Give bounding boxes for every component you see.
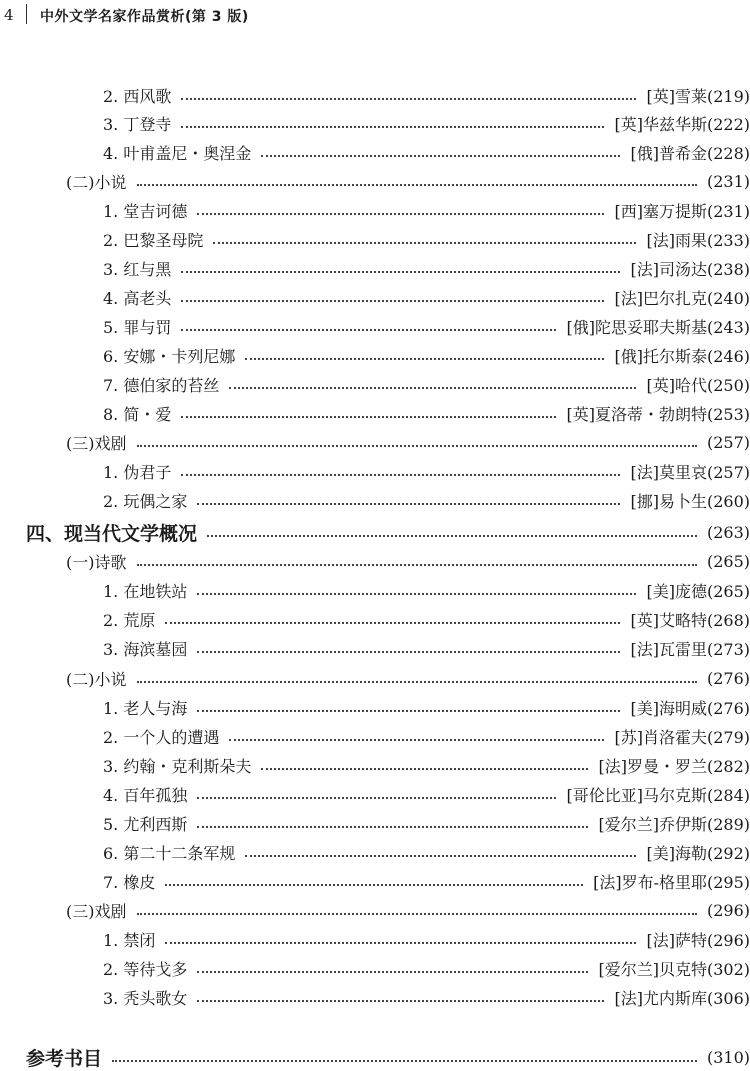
- dot-leader: [229, 387, 636, 389]
- toc-subsection-title: (三)戏剧: [66, 433, 127, 453]
- dot-leader: [197, 971, 588, 973]
- toc-entry[interactable]: [103, 926, 750, 952]
- toc-entry-page: [俄]普希金(228): [630, 143, 750, 163]
- toc-entry-title: 4. 叶甫盖尼・奥涅金: [103, 143, 252, 163]
- toc-subsection[interactable]: [66, 548, 750, 574]
- toc-subsection-title: (一)诗歌: [66, 552, 127, 572]
- toc-entry[interactable]: [103, 606, 750, 632]
- toc-entry-page: [哥伦比亚]马尔克斯(284): [566, 785, 750, 805]
- toc-entry[interactable]: [103, 371, 750, 397]
- toc-entry[interactable]: [103, 694, 750, 720]
- toc-entry[interactable]: [103, 226, 750, 252]
- dot-leader: [137, 445, 697, 447]
- toc-section-heading[interactable]: [26, 1044, 750, 1070]
- dot-leader: [261, 768, 588, 770]
- dot-leader: [137, 184, 697, 186]
- toc-subsection-page: (276): [706, 668, 750, 688]
- toc-entry-title: 3. 约翰・克利斯朵夫: [103, 756, 252, 776]
- toc-entry-page: [法]巴尔扎克(240): [614, 288, 750, 308]
- toc-entry-title: 3. 海滨墓园: [103, 639, 188, 659]
- toc-section-page: (263): [706, 522, 750, 542]
- toc-entry-title: 2. 巴黎圣母院: [103, 230, 204, 250]
- toc-entry[interactable]: [103, 810, 750, 836]
- toc-entry-page: [英]华兹华斯(222): [614, 114, 750, 134]
- toc-entry-title: 5. 尤利西斯: [103, 814, 188, 834]
- dot-leader: [137, 681, 697, 683]
- toc-entry-page: [法]莫里哀(257): [630, 462, 750, 482]
- dot-leader: [197, 826, 588, 828]
- toc-subsection[interactable]: [66, 429, 750, 455]
- toc-entry-page: [俄]陀思妥耶夫斯基(243): [566, 317, 750, 337]
- toc-entry[interactable]: [103, 255, 750, 281]
- toc-subsection[interactable]: [66, 897, 750, 923]
- toc-entry[interactable]: [103, 139, 750, 165]
- toc-subsection[interactable]: [66, 168, 750, 194]
- toc-entry-page: [英]哈代(250): [646, 375, 750, 395]
- dot-leader: [181, 98, 636, 100]
- dot-leader: [165, 622, 620, 624]
- toc-section-heading[interactable]: [26, 519, 750, 545]
- dot-leader: [245, 855, 636, 857]
- toc-entry-title: 3. 丁登寺: [103, 114, 172, 134]
- dot-leader: [181, 474, 620, 476]
- dot-leader: [197, 651, 620, 653]
- dot-leader: [181, 416, 556, 418]
- page-number: 4: [4, 6, 14, 24]
- dot-leader: [181, 126, 604, 128]
- toc-entry[interactable]: [103, 458, 750, 484]
- toc-entry-title: 7. 德伯家的苔丝: [103, 375, 220, 395]
- toc-entry-title: 2. 西风歌: [103, 86, 172, 106]
- toc-entry-page: [挪]易卜生(260): [630, 491, 750, 511]
- dot-leader: [181, 271, 620, 273]
- toc-entry-title: 4. 高老头: [103, 288, 172, 308]
- toc-entry-page: [法]瓦雷里(273): [630, 639, 750, 659]
- toc-entry[interactable]: [103, 82, 750, 108]
- dot-leader: [137, 564, 697, 566]
- toc-entry-page: [英]夏洛蒂・勃朗特(253): [566, 404, 750, 424]
- toc-entry-page: [美]庞德(265): [646, 581, 750, 601]
- toc-section-title: 四、现当代文学概况: [26, 522, 198, 545]
- toc-entry[interactable]: [103, 635, 750, 661]
- toc-entry-page: [法]雨果(233): [646, 230, 750, 250]
- dot-leader: [197, 593, 636, 595]
- toc-entry-page: [美]海明威(276): [630, 698, 750, 718]
- toc-entry-page: [法]尤内斯库(306): [614, 988, 750, 1008]
- toc-entry[interactable]: [103, 752, 750, 778]
- toc-subsection[interactable]: [66, 665, 750, 691]
- toc-entry-page: [英]艾略特(268): [630, 610, 750, 630]
- toc-subsection-title: (二)小说: [66, 669, 127, 689]
- toc-entry[interactable]: [103, 868, 750, 894]
- dot-leader: [112, 1060, 697, 1062]
- toc-section-page: (310): [706, 1047, 750, 1067]
- toc-entry-page: [法]萨特(296): [646, 930, 750, 950]
- dot-leader: [181, 329, 556, 331]
- toc-subsection-page: (257): [706, 432, 750, 452]
- toc-subsection-title: (三)戏剧: [66, 901, 127, 921]
- toc-subsection-title: (二)小说: [66, 172, 127, 192]
- toc-entry-title: 2. 荒原: [103, 610, 156, 630]
- toc-entry[interactable]: [103, 781, 750, 807]
- toc-entry-title: 4. 百年孤独: [103, 785, 188, 805]
- dot-leader: [165, 942, 636, 944]
- toc-entry-title: 7. 橡皮: [103, 872, 156, 892]
- toc-entry-page: [法]司汤达(238): [630, 259, 750, 279]
- toc-entry-page: [美]海勒(292): [646, 843, 750, 863]
- toc-subsection-page: (296): [706, 900, 750, 920]
- toc-entry-title: 1. 禁闭: [103, 930, 156, 950]
- toc-entry-title: 1. 堂吉诃德: [103, 201, 188, 221]
- dot-leader: [245, 358, 604, 360]
- toc-entry[interactable]: [103, 723, 750, 749]
- dot-leader: [197, 213, 604, 215]
- toc-entry-title: 2. 一个人的遭遇: [103, 727, 220, 747]
- toc-entry-title: 8. 简・爱: [103, 404, 172, 424]
- toc-entry[interactable]: [103, 577, 750, 603]
- toc-entry-page: [法]罗曼・罗兰(282): [598, 756, 750, 776]
- toc-entry-title: 1. 在地铁站: [103, 581, 188, 601]
- toc-entry[interactable]: [103, 313, 750, 339]
- toc-entry-title: 6. 第二十二条军规: [103, 843, 236, 863]
- toc-entry-title: 1. 老人与海: [103, 698, 188, 718]
- toc-entry[interactable]: [103, 197, 750, 223]
- toc-entry[interactable]: [103, 955, 750, 981]
- toc-entry-page: [英]雪莱(219): [646, 86, 750, 106]
- toc-entry[interactable]: [103, 839, 750, 865]
- toc-subsection-page: (265): [706, 551, 750, 571]
- toc-entry[interactable]: [103, 284, 750, 310]
- dot-leader: [213, 242, 636, 244]
- dot-leader: [197, 710, 620, 712]
- dot-leader: [165, 884, 583, 886]
- header-divider: [26, 4, 27, 24]
- toc-entry-title: 3. 秃头歌女: [103, 988, 188, 1008]
- toc-entry-page: [爱尔兰]贝克特(302): [598, 959, 750, 979]
- toc-entry-title: 6. 安娜・卡列尼娜: [103, 346, 236, 366]
- toc-entry-page: [苏]肖洛霍夫(279): [614, 727, 750, 747]
- dot-leader: [229, 739, 604, 741]
- toc-subsection-page: (231): [706, 171, 750, 191]
- dot-leader: [137, 913, 697, 915]
- dot-leader: [181, 300, 604, 302]
- toc-entry[interactable]: [103, 487, 750, 513]
- dot-leader: [197, 797, 556, 799]
- toc-entry[interactable]: [103, 400, 750, 426]
- toc-entry-page: [法]罗布-格里耶(295): [593, 872, 750, 892]
- toc-entry-title: 5. 罪与罚: [103, 317, 172, 337]
- toc-entry-title: 2. 玩偶之家: [103, 491, 188, 511]
- dot-leader: [197, 1000, 604, 1002]
- toc-entry-page: [西]塞万提斯(231): [614, 201, 750, 221]
- toc-entry-title: 2. 等待戈多: [103, 959, 188, 979]
- dot-leader: [207, 535, 697, 537]
- toc-entry[interactable]: [103, 110, 750, 136]
- dot-leader: [261, 155, 620, 157]
- toc-entry-page: [俄]托尔斯泰(246): [614, 346, 750, 366]
- dot-leader: [197, 503, 620, 505]
- toc-entry-page: [爱尔兰]乔伊斯(289): [598, 814, 750, 834]
- toc-section-title: 参考书目: [26, 1047, 103, 1070]
- toc-entry[interactable]: [103, 342, 750, 368]
- toc-entry[interactable]: [103, 984, 750, 1010]
- toc-entry-title: 1. 伪君子: [103, 462, 172, 482]
- toc-entry-title: 3. 红与黑: [103, 259, 172, 279]
- page-header: [0, 0, 750, 30]
- book-title: 中外文学名家作品赏析(第 3 版): [40, 9, 249, 25]
